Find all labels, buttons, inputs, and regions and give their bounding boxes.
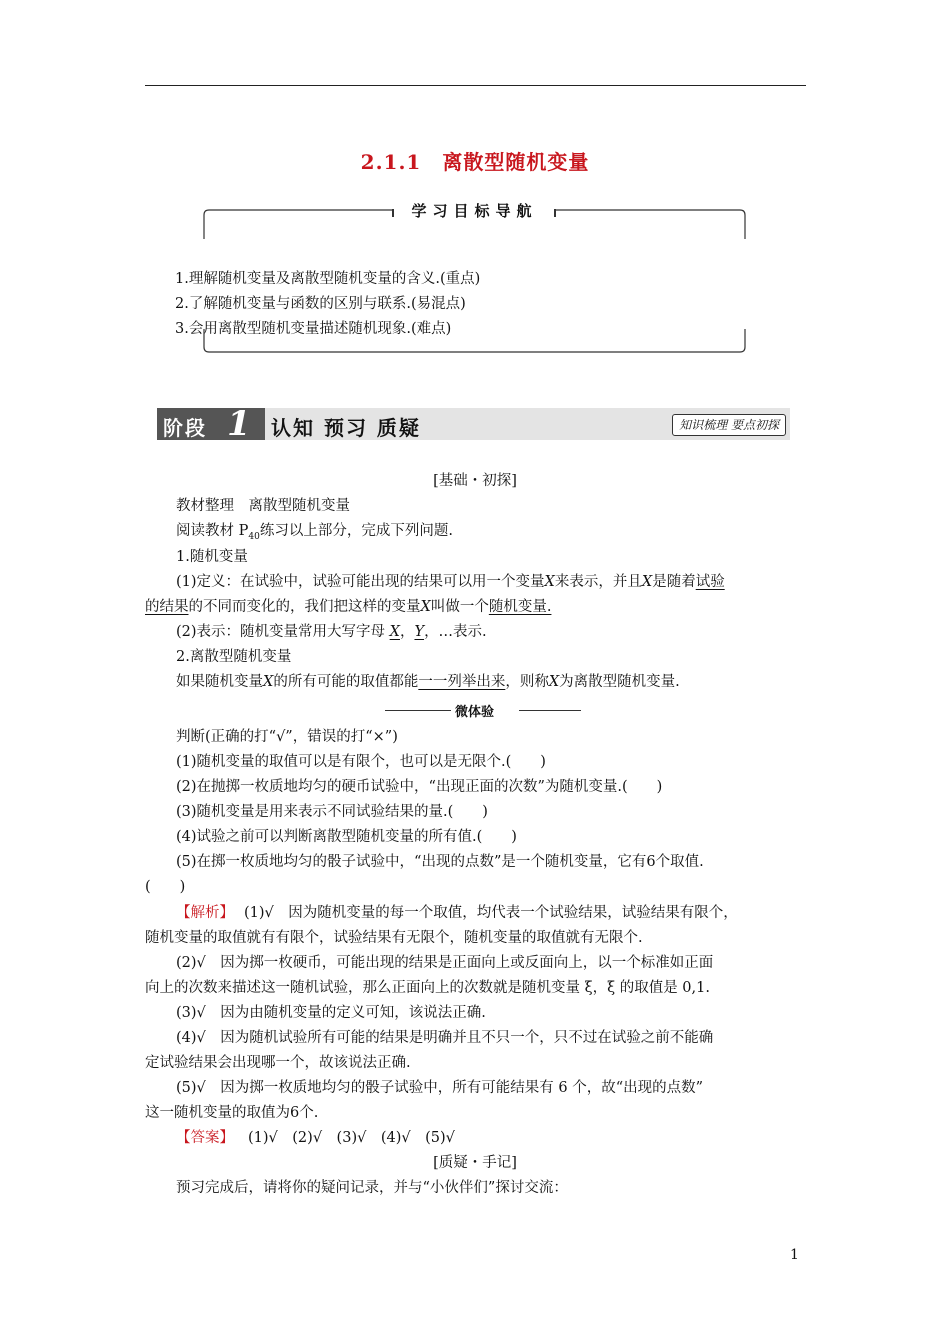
discrete-definition <box>176 672 680 692</box>
analysis-line: (2)√ 因为掷一枚硬币，可能出现的结果是正面向上或反面向上，以一个标准如正面 <box>176 955 714 971</box>
question-3: (3)随机变量是用来表示不同试验结果的量.( ) <box>176 804 488 820</box>
var-x: X <box>389 624 400 640</box>
analysis-line: 随机变量的取值就有有限个，试验结果有无限个，随机变量的取值就有无限个. <box>145 930 643 946</box>
stage-banner <box>157 404 790 444</box>
material-heading: 教材整理 离散型随机变量 <box>176 498 350 514</box>
analysis-line: (3)√ 因为由随机变量的定义可知，该说法正确. <box>176 1005 486 1021</box>
disc-text: 如果随机变量 <box>176 674 263 690</box>
goal-item: 2.了解随机变量与函数的区别与联系.(易混点) <box>175 296 466 312</box>
analysis-line: (4)√ 因为随机试验所有可能的结果是明确并且不只一个，只不过在试验之前不能确 <box>176 1030 714 1046</box>
analysis-line: (5)√ 因为掷一枚质地均匀的骰子试验中，所有可能结果有 6 个，故“出现的点数” <box>176 1080 704 1096</box>
answer-line <box>176 1128 455 1148</box>
question-5-bracket: ( ) <box>145 879 186 895</box>
rep-text: ， <box>399 624 415 640</box>
stage-title: 认知 预习 质疑 <box>271 416 421 440</box>
definition-line-1 <box>176 572 725 592</box>
header-rule <box>145 85 806 86</box>
def-text: 叫做一个 <box>430 599 489 615</box>
definition-line-2 <box>145 597 551 617</box>
def-text: 来表示，并且 <box>554 574 642 590</box>
question-2: (2)在抛掷一枚质地均匀的硬币试验中，“出现正面的次数”为随机变量.( ) <box>176 779 663 795</box>
learning-goals-box <box>175 202 746 353</box>
var-x: X <box>263 674 274 690</box>
section-doubt: [质疑・手记] <box>433 1155 517 1171</box>
heading-random-variable: 1.随机变量 <box>176 549 248 565</box>
var-y: Y <box>414 624 425 640</box>
analysis-line: 定试验结果会出现哪一个，故该说法正确. <box>145 1055 411 1071</box>
blank-answer: 的结果 <box>145 599 189 615</box>
disc-text: 为离散型随机变量. <box>559 674 680 690</box>
section-basic: [基础・初探] <box>433 473 517 489</box>
question-4: (4)试验之前可以判断离散型随机变量的所有值.( ) <box>176 829 517 845</box>
page-number: 1 <box>790 1247 799 1263</box>
def-text: (1)定义：在试验中，试验可能出现的结果可以用一个变量 <box>176 574 545 590</box>
blank-answer: 一一列举出来 <box>418 674 506 690</box>
reading-post: 练习以上部分，完成下列问题. <box>259 523 453 539</box>
goals-label: 学习目标导航 <box>411 202 538 220</box>
page-title: 2.1.1 离散型随机变量 <box>360 150 590 174</box>
stage-badge <box>157 404 265 444</box>
goal-item: 3.会用离散型随机变量描述随机现象.(难点) <box>175 321 452 337</box>
question-1: (1)随机变量的取值可以是有限个，也可以是无限个.( ) <box>176 754 546 770</box>
judge-heading: 判断(正确的打“√”，错误的打“×”) <box>176 729 398 745</box>
stage-tag: 知识梳理 要点初探 <box>672 414 786 436</box>
var-x: X <box>544 574 555 590</box>
question-5: (5)在掷一枚质地均匀的骰子试验中，“出现的点数”是一个随机变量，它有6个取值. <box>176 854 704 870</box>
rep-text: ，…表示. <box>424 624 487 640</box>
representation-line <box>176 622 487 642</box>
analysis-label: 【解析】 <box>176 905 234 921</box>
reading-pre: 阅读教材 P <box>176 523 249 539</box>
blank-answer: 试验 <box>695 574 725 590</box>
doubt-instruction: 预习完成后，请将你的疑问记录，并与“小伙伴们”探讨交流： <box>176 1180 568 1196</box>
answer-text: (1)√ (2)√ (3)√ (4)√ (5)√ <box>248 1130 455 1146</box>
disc-text: ，则称 <box>505 674 549 690</box>
answer-label: 【答案】 <box>176 1130 234 1146</box>
disc-text: 的所有可能的取值都能 <box>273 674 419 690</box>
def-text: 是随着 <box>652 574 696 590</box>
def-text: 的不同而变化的，我们把这样的变量 <box>188 599 421 615</box>
var-x: X <box>641 574 653 590</box>
goal-item: 1.理解随机变量及离散型随机变量的含义.(重点) <box>175 271 481 287</box>
micro-experience-label: 微体验 <box>455 705 495 720</box>
stage-title-bar <box>265 408 790 440</box>
var-x: X <box>420 599 431 615</box>
analysis-line: 这一随机变量的取值为6个. <box>145 1105 319 1121</box>
analysis-text: (1)√ 因为随机变量的每一个取值，均代表一个试验结果，试验结果有限个， <box>244 905 738 921</box>
divider-line <box>519 710 581 711</box>
blank-answer: 随机变量. <box>488 599 552 615</box>
stage-number: 1 <box>227 404 251 444</box>
analysis-line: 向上的次数来描述这一随机试验，那么正面向上的次数就是随机变量 ξ，ξ 的取值是 0,1. <box>145 980 710 996</box>
heading-discrete: 2.离散型随机变量 <box>176 649 292 665</box>
divider-line <box>385 710 451 711</box>
reading-instruction <box>176 521 453 547</box>
micro-experience-divider <box>385 700 585 720</box>
rep-text: (2)表示：随机变量常用大写字母 <box>176 624 386 640</box>
var-x: X <box>548 674 560 690</box>
reading-page: 40 <box>248 531 260 542</box>
stage-prefix: 阶段 <box>163 416 207 440</box>
analysis-line-1 <box>176 903 738 923</box>
